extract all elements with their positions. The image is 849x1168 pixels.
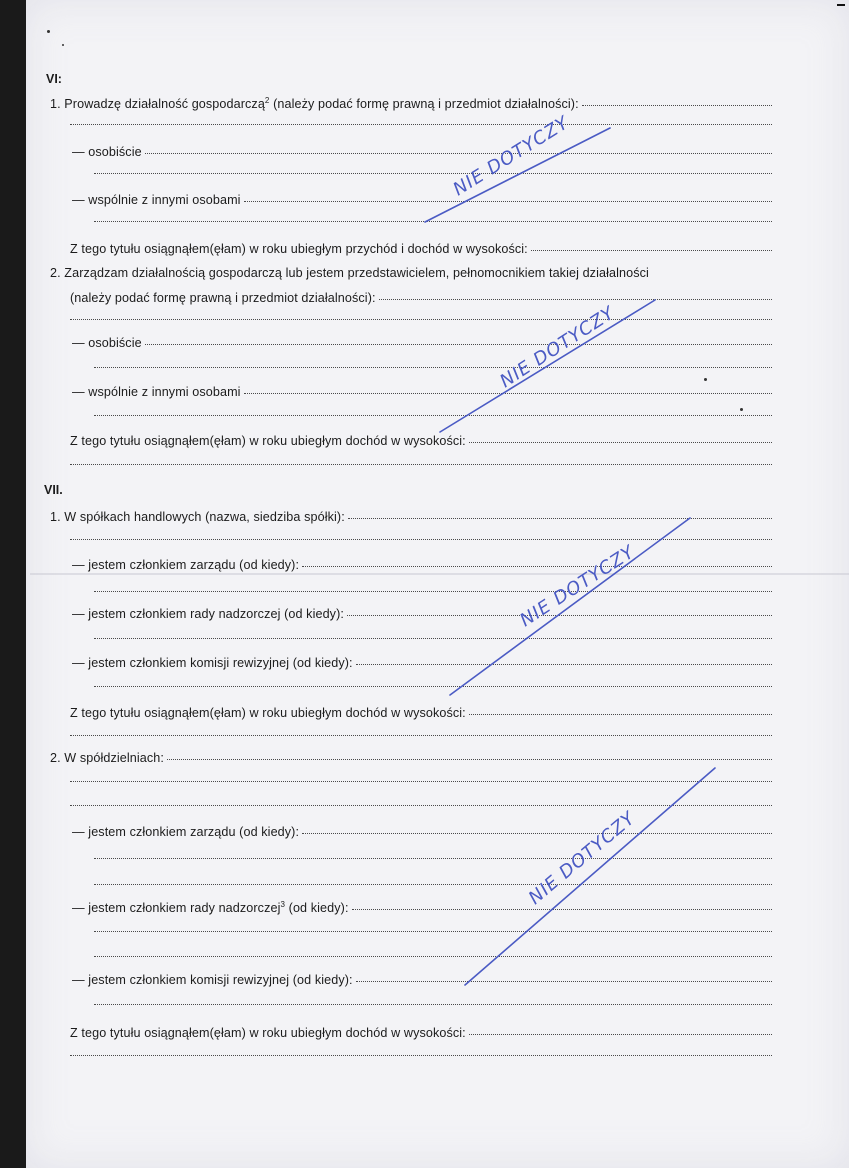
vii-item2-rada-field[interactable]: [352, 908, 772, 910]
scan-speck: [704, 378, 707, 381]
vii-item2-field[interactable]: [167, 758, 772, 760]
vi-item2-label: 2. Zarządzam działalnością gospodarczą lub jestem przedstawicielem, pełnomocnikiem takiej działalności: [50, 266, 649, 280]
vi-item1-line: [50, 96, 772, 112]
vii-item1-zarzad-line: [72, 557, 772, 573]
vii-item1-komisja-field[interactable]: [356, 663, 772, 665]
vi-item2-income-field[interactable]: [469, 441, 772, 443]
vi-item2-osobiscie-field-line[interactable]: [94, 366, 772, 368]
section-vii-heading: VII.: [44, 483, 63, 497]
vii-item2-komisja-field-line[interactable]: [94, 1003, 772, 1005]
scan-speck: [740, 408, 743, 411]
vi-item1-osobiscie-label: — osobiście: [72, 145, 142, 159]
vi-item1-wspolnie-label: — wspólnie z innymi osobami: [72, 193, 241, 207]
vii-item1-rada-line: [72, 606, 772, 622]
handwritten-note: NIE DOTYCZY: [449, 112, 573, 201]
vi-item1-label-rest: (należy podać formę prawną i przedmiot działalności):: [269, 97, 579, 111]
vii-item2-zarzad-label: — jestem członkiem zarządu (od kiedy):: [72, 825, 300, 839]
vii-item1-income-field-line[interactable]: [70, 734, 772, 736]
vii-item1-income-label: Z tego tytułu osiągnąłem(ęłam) w roku ubiegłym dochód w wysokości:: [70, 706, 466, 720]
vii-item2-zarzad-field[interactable]: [302, 832, 772, 834]
vii-item2-income-label: Z tego tytułu osiągnąłem(ęłam) w roku ubiegłym dochód w wysokości:: [70, 1026, 466, 1040]
vii-item2-rada-label-rest: (od kiedy):: [285, 901, 349, 915]
vii-item1-rada-field-line[interactable]: [94, 637, 772, 639]
vi-item1-field[interactable]: [582, 104, 772, 106]
vi-item2-income-label: Z tego tytułu osiągnąłem(ęłam) w roku ubiegłym dochód w wysokości:: [70, 434, 466, 448]
vii-item1-zarzad-field[interactable]: [302, 565, 772, 567]
vii-item1-income-field[interactable]: [469, 713, 772, 715]
vii-item2-income-field[interactable]: [469, 1033, 772, 1035]
vii-item2-komisja-label: — jestem członkiem komisji rewizyjnej (od kiedy):: [72, 973, 353, 987]
footnote-marker: 2: [264, 96, 270, 105]
vi-item1-wspolnie-field-line[interactable]: [94, 220, 772, 222]
vii-item2-field-line[interactable]: [70, 780, 772, 782]
vi-item2-wspolnie-field-line[interactable]: [94, 414, 772, 416]
vi-item1-wspolnie-line: [72, 192, 772, 208]
vii-item2-income-field-line[interactable]: [70, 1054, 772, 1056]
vii-item2-label: 2. W spółdzielniach:: [50, 751, 164, 765]
vii-item1-komisja-label: — jestem członkiem komisji rewizyjnej (od kiedy):: [72, 656, 353, 670]
vi-item2-wspolnie-line: [72, 384, 772, 400]
scan-speck: [47, 30, 50, 33]
vii-item2-rada-label: — jestem członkiem rady nadzorczej: [72, 901, 281, 915]
handwritten-note: NIE DOTYCZY: [516, 541, 639, 632]
vi-item2-line2: [70, 290, 772, 306]
vii-item1-label: 1. W spółkach handlowych (nazwa, siedziba spółki):: [50, 510, 345, 524]
vii-item2-zarzad-line: [72, 824, 772, 840]
vii-item2-zarzad-field-line[interactable]: [94, 857, 772, 859]
vi-item2-wspolnie-field[interactable]: [244, 392, 772, 394]
vi-item2-line: [50, 265, 780, 281]
vi-item2-field-line[interactable]: [70, 318, 772, 320]
vii-item2-rada-line: [72, 900, 772, 916]
vi-item1-label: 1. Prowadzę działalność gospodarczą: [50, 97, 265, 111]
vi-item2-osobiscie-label: — osobiście: [72, 336, 142, 350]
vi-item1-osobiscie-field-line[interactable]: [94, 172, 772, 174]
vi-item1-osobiscie-line: [72, 144, 772, 160]
vi-item1-income-label: Z tego tytułu osiągnąłem(ęłam) w roku ubiegłym przychód i dochód w wysokości:: [70, 242, 528, 256]
vii-item2-komisja-line: [72, 972, 772, 988]
vi-item1-income-field[interactable]: [531, 249, 772, 251]
vii-item2-rada-field-line[interactable]: [94, 955, 772, 957]
vii-item1-field[interactable]: [348, 517, 772, 519]
vii-item2-line: [50, 750, 772, 766]
section-vi-heading: VI:: [46, 72, 62, 86]
scan-artifact: [837, 4, 845, 6]
vii-item1-komisja-line: [72, 655, 772, 671]
handwritten-note: NIE DOTYCZY: [496, 302, 619, 393]
vi-item2-income-field-line[interactable]: [70, 463, 772, 465]
vii-item2-zarzad-field-line[interactable]: [94, 883, 772, 885]
vii-item1-field-line[interactable]: [70, 538, 772, 540]
vii-item1-rada-label: — jestem członkiem rady nadzorczej (od kiedy):: [72, 607, 344, 621]
vi-item2-wspolnie-label: — wspólnie z innymi osobami: [72, 385, 241, 399]
vii-item2-income-line: [70, 1025, 772, 1041]
scan-speck: [62, 44, 64, 46]
fold-line: [30, 573, 849, 575]
vi-item1-osobiscie-field[interactable]: [145, 152, 772, 154]
handwritten-note: NIE DOTYCZY: [524, 807, 640, 909]
vi-item2-label2: (należy podać formę prawną i przedmiot działalności):: [70, 291, 376, 305]
vi-item1-field-line[interactable]: [70, 123, 772, 125]
vi-item2-osobiscie-field[interactable]: [145, 343, 772, 345]
vii-item2-komisja-field[interactable]: [356, 980, 772, 982]
footnote-marker: 3: [280, 900, 286, 909]
vi-item1-income-line: [70, 241, 772, 257]
vii-item1-komisja-field-line[interactable]: [94, 685, 772, 687]
vi-item2-field[interactable]: [379, 298, 772, 300]
vi-item1-wspolnie-field[interactable]: [244, 200, 772, 202]
vii-item2-rada-field-line[interactable]: [94, 930, 772, 932]
vi-item2-osobiscie-line: [72, 335, 772, 351]
vi-item2-income-line: [70, 433, 772, 449]
vii-item2-field-line[interactable]: [70, 804, 772, 806]
vii-item1-zarzad-field-line[interactable]: [94, 590, 772, 592]
vii-item1-line: [50, 509, 772, 525]
vii-item1-income-line: [70, 705, 772, 721]
vii-item1-rada-field[interactable]: [347, 614, 772, 616]
form-page: [26, 0, 849, 1168]
vii-item1-zarzad-label: — jestem członkiem zarządu (od kiedy):: [72, 558, 300, 572]
